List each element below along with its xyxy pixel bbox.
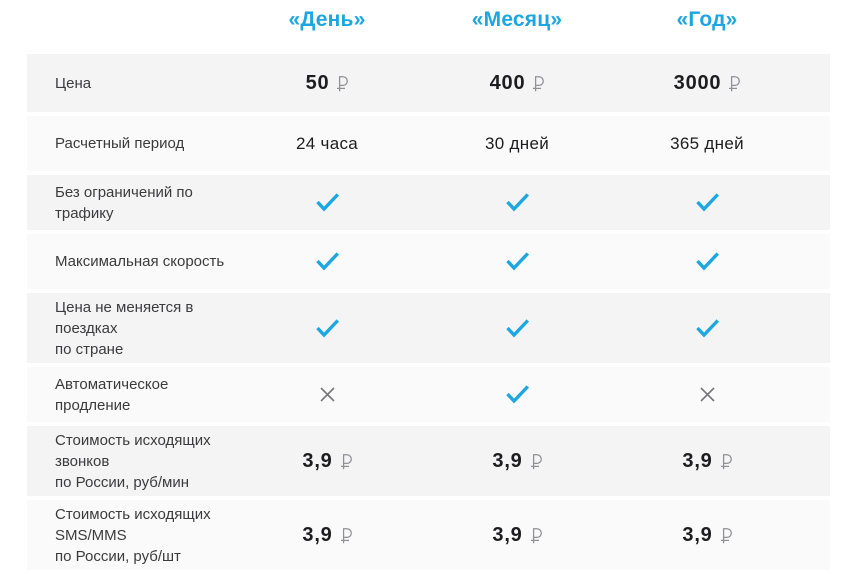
- row-cell: [422, 175, 612, 230]
- check-icon: [505, 251, 530, 272]
- row-cell: [422, 234, 612, 289]
- row-label: [27, 133, 232, 154]
- row-cell: [612, 234, 802, 289]
- price-value: 3,9: [492, 523, 523, 546]
- row-cell: [612, 426, 802, 496]
- table-row: [27, 234, 830, 289]
- row-label: [27, 504, 232, 567]
- row-cell: [232, 500, 422, 570]
- row-label: [27, 374, 232, 416]
- ruble-icon: [336, 76, 348, 92]
- row-label: [27, 251, 232, 272]
- row-cell: [232, 175, 422, 230]
- row-cell: [612, 500, 802, 570]
- check-icon: [315, 251, 340, 272]
- table-row: [27, 367, 830, 422]
- ruble-icon: [340, 454, 352, 470]
- row-cell: [612, 116, 802, 171]
- check-icon: [505, 318, 530, 339]
- ruble-icon: [720, 528, 732, 544]
- table-row: [27, 426, 830, 496]
- row-cell: [612, 293, 802, 363]
- row-cell: [232, 293, 422, 363]
- row-cell: [422, 367, 612, 422]
- ruble-icon: [532, 76, 544, 92]
- row-cell: [612, 175, 802, 230]
- plan-header-month: «Месяц»: [471, 8, 563, 31]
- price-value: 3,9: [302, 449, 333, 472]
- table-row: [27, 175, 830, 230]
- row-label-line1: Расчетный период: [55, 135, 185, 152]
- ruble-icon: [728, 76, 740, 92]
- row-label: [27, 73, 232, 94]
- ruble-icon: [530, 454, 542, 470]
- row-label-line1: Цена: [55, 74, 92, 92]
- check-icon: [695, 251, 720, 272]
- row-cell: [232, 426, 422, 496]
- check-icon: [315, 318, 340, 339]
- price-value: 3000: [673, 71, 722, 94]
- row-cell: [612, 54, 802, 112]
- row-cell: [422, 116, 612, 171]
- table-row: [27, 500, 830, 570]
- row-cell: [422, 293, 612, 363]
- price-value: 50: [305, 71, 330, 94]
- row-label-line2: по стране: [55, 340, 124, 358]
- row-label-line1: Без ограничений по трафику: [55, 183, 193, 222]
- row-cell: [232, 116, 422, 171]
- row-cell: [422, 500, 612, 570]
- check-icon: [505, 384, 530, 405]
- row-cell: [422, 54, 612, 112]
- table-row: [27, 116, 830, 171]
- price-value: 3,9: [682, 449, 713, 472]
- ruble-icon: [530, 528, 542, 544]
- cross-icon: [699, 386, 716, 403]
- price-value: 3,9: [682, 523, 713, 546]
- row-cell: [232, 367, 422, 422]
- row-label-line1: Цена не меняется в поездках: [55, 298, 194, 337]
- row-label-line1: Стоимость исходящих звонков: [55, 431, 211, 470]
- row-label-line2: по России, руб/мин: [55, 473, 189, 491]
- check-icon: [695, 192, 720, 213]
- table-row: [27, 293, 830, 363]
- ruble-icon: [340, 528, 352, 544]
- period-value: 24 часа: [296, 133, 358, 153]
- ruble-icon: [720, 454, 732, 470]
- row-cell: [422, 426, 612, 496]
- row-cell: [232, 234, 422, 289]
- row-label-line1: Автоматическое продление: [55, 375, 169, 414]
- plan-header-year: «Год»: [676, 8, 738, 31]
- price-value: 3,9: [302, 523, 333, 546]
- check-icon: [315, 192, 340, 213]
- price-value: 400: [489, 71, 526, 94]
- row-label: [27, 297, 232, 360]
- row-label: [27, 430, 232, 493]
- table-row: [27, 54, 830, 112]
- plan-table-body: [0, 54, 850, 570]
- row-label-line2: по России, руб/шт: [55, 547, 181, 565]
- row-label-line1: Стоимость исходящих SMS/MMS: [55, 505, 211, 544]
- row-label-line1: Максимальная скорость: [55, 253, 225, 270]
- check-icon: [695, 318, 720, 339]
- row-label: [27, 182, 232, 224]
- row-cell: [612, 367, 802, 422]
- period-value: 30 дней: [485, 133, 549, 153]
- plan-header-row: [27, 0, 830, 54]
- cross-icon: [319, 386, 336, 403]
- row-cell: [232, 54, 422, 112]
- check-icon: [505, 192, 530, 213]
- plan-header-day: «День»: [288, 8, 366, 31]
- period-value: 365 дней: [670, 133, 744, 153]
- price-value: 3,9: [492, 449, 523, 472]
